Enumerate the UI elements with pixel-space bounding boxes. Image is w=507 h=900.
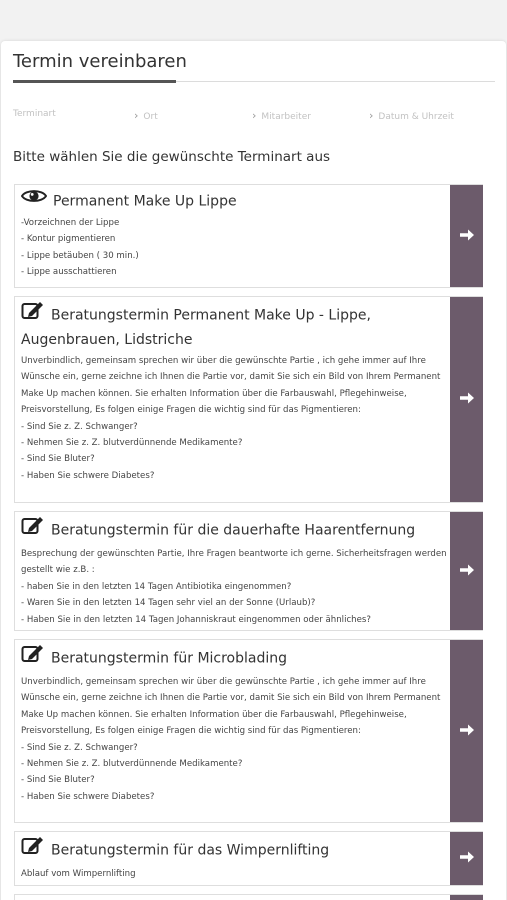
select-button[interactable] <box>450 640 483 822</box>
step-label: Mitarbeiter <box>261 112 311 122</box>
step-label: Datum & Uhrzeit <box>378 112 454 122</box>
arrow-right-icon <box>459 562 475 581</box>
title-underline <box>13 80 176 83</box>
chevron-right-icon: › <box>252 109 257 122</box>
card-title-text: Beratungstermin für Microblading <box>51 650 288 667</box>
arrow-right-icon <box>459 722 475 741</box>
card-title <box>21 837 447 864</box>
arrow-right-icon <box>459 227 475 246</box>
appointment-type-card[interactable] <box>14 831 483 886</box>
card-description: -Vorzeichnen der Lippe - Kontur pigmentieren - Lippe betäuben ( 30 min.) - Lippe ausschattieren <box>21 218 139 278</box>
edit-icon <box>21 643 45 670</box>
card-description: Unverbindlich, gemeinsam sprechen wir über die gewünschte Partie , ich gehe immer auf Ihre Wünsche ein, gerne zeichne ich Ihnen die Partie vor, damit Sie sich ein Bild von Ihrem Permanent Make Up machen können. Sie erhalten Information über die Farbauswahl, Pflegehinweise, Preisvorstellung, Es folgen einige Fragen die wichtig sind für das Pigmentieren: - Sind Sie z. Z. Schwanger? - Nehmen Sie z. Z. blutverdünnende Medikamente? - Sind Sie Bluter? - Haben Sie schwere Diabetes? <box>21 356 441 481</box>
step-mitarbeiter[interactable] <box>252 109 311 122</box>
step-label: Terminart <box>13 109 56 119</box>
chevron-right-icon: › <box>134 109 139 122</box>
appointment-type-card[interactable] <box>14 639 483 823</box>
select-button[interactable] <box>450 895 483 900</box>
step-breadcrumb <box>13 109 493 123</box>
step-datum-uhrzeit[interactable] <box>369 109 454 122</box>
appointment-type-card[interactable] <box>14 184 483 288</box>
select-button[interactable] <box>450 512 483 630</box>
card-title <box>21 645 447 672</box>
card-title-text: Permanent Make Up Lippe <box>53 193 237 210</box>
appointment-type-card[interactable] <box>14 511 483 631</box>
page-title: Termin vereinbaren <box>13 51 187 72</box>
step-label: Ort <box>143 112 158 122</box>
card-title <box>21 190 447 213</box>
card-title-text: Beratungstermin Permanent Make Up - Lippe, Augenbrauen, Lidstriche <box>21 307 371 348</box>
card-title <box>21 302 447 351</box>
appointment-panel <box>1 41 506 900</box>
select-button[interactable] <box>450 297 483 502</box>
card-title-text: Beratungstermin für die dauerhafte Haarentfernung <box>51 522 416 539</box>
card-title <box>21 517 447 544</box>
appointment-type-card[interactable] <box>14 894 483 900</box>
page-subtitle: Bitte wählen Sie die gewünschte Terminart aus <box>13 149 331 165</box>
step-ort[interactable] <box>134 109 158 122</box>
chevron-right-icon: › <box>369 109 374 122</box>
eye-icon <box>21 188 47 211</box>
edit-icon <box>21 300 45 327</box>
card-title-text: Beratungstermin für das Wimpernlifting <box>51 842 330 859</box>
appointment-type-card[interactable] <box>14 296 483 503</box>
arrow-right-icon <box>459 849 475 868</box>
card-description: Ablauf vom Wimpernlifting <box>21 869 136 879</box>
arrow-right-icon <box>459 390 475 409</box>
card-description: Unverbindlich, gemeinsam sprechen wir über die gewünschte Partie , ich gehe immer auf Ihre Wünsche ein, gerne zeichne ich Ihnen die Partie vor, damit Sie sich ein Bild von Ihrem Permanent Make Up machen können. Sie erhalten Information über die Farbauswahl, Pflegehinweise, Preisvorstellung, Es folgen einige Fragen die wichtig sind für das Pigmentieren: - Sind Sie z. Z. Schwanger? - Nehmen Sie z. Z. blutverdünnende Medikamente? - Sind Sie Bluter? - Haben Sie schwere Diabetes? <box>21 677 441 802</box>
edit-icon <box>21 835 45 862</box>
select-button[interactable] <box>450 832 483 885</box>
edit-icon <box>21 515 45 542</box>
select-button[interactable] <box>450 185 483 287</box>
step-terminart[interactable] <box>13 109 56 119</box>
card-description: Besprechung der gewünschten Partie, Ihre Fragen beantworte ich gerne. Sicherheitsfragen werden gestellt wie z.B. : - haben Sie in den letzten 14 Tagen Antibiotika eingenommen? - Waren Sie in den letzten 14 Tagen sehr viel an der Sonne (Urlaub)? - Haben Sie in den letzten 14 Tagen Johanniskraut eingenommen oder ähnliches? <box>21 549 447 625</box>
